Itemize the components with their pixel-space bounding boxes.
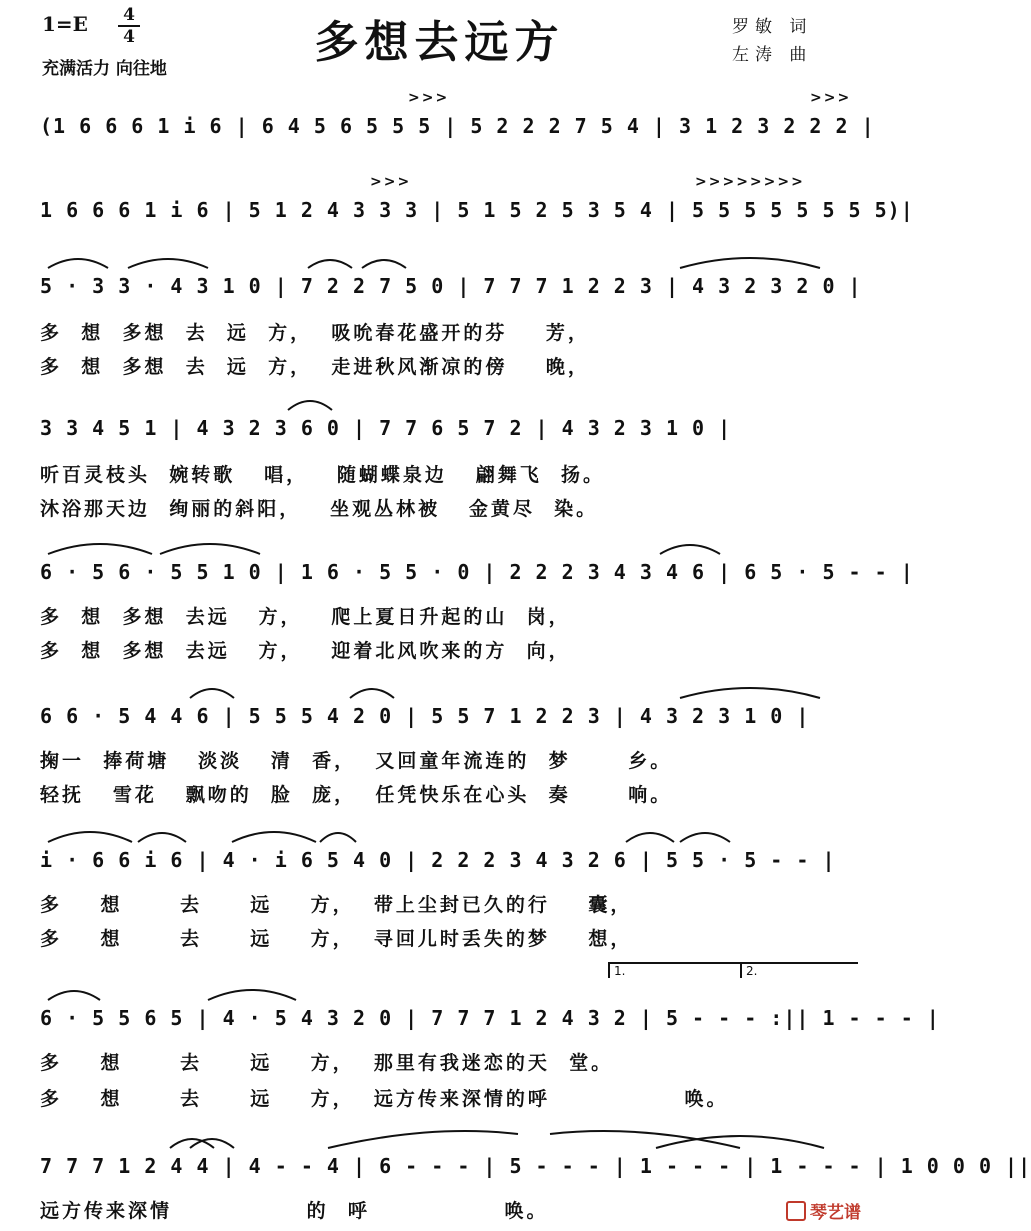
lyric-line-2: 多 想 多想 去远 方， 迎着北风吹来的方 向， (40, 640, 571, 662)
time-top: 4 (123, 5, 135, 25)
notes-line: 7 7 7 1 2 4 4 | 4 - - 4 | 6 - - - | 5 - - - | 1 - - - | 1 - - - | 1 0 0 0 || (40, 1154, 1031, 1178)
lyricist-credit: 罗敏 词 (732, 17, 813, 37)
notes-line: 5 · 3 3 · 4 3 1 0 | 7 2 2 7 5 0 | 7 7 7 1 2 2 3 | 4 3 2 3 2 0 | (40, 274, 862, 298)
volta-second-ending: 2. (740, 962, 858, 978)
lyric-line-2: 沐浴那天边 绚丽的斜阳， 坐观丛林被 金黄尽 染。 (40, 498, 599, 520)
accent-marks: >>> (370, 174, 412, 190)
notes-line: 6 · 5 6 · 5 5 1 0 | 1 6 · 5 5 · 0 | 2 2 2 3 4 3 4 6 | 6 5 · 5 - - | (40, 560, 914, 584)
lyric-line-1: 多 想 去 远 方， 带上尘封已久的行 囊， (40, 894, 633, 916)
page-title: 多想去远方 (314, 17, 565, 68)
accent-marks: >>>>>>>> (695, 174, 805, 190)
lyric-line-1: 多 想 去 远 方， 那里有我迷恋的天 堂。 (40, 1052, 614, 1074)
slur-marks (40, 984, 852, 1004)
lyric-line-1: 远方传来深情 的 呼 唤。 (40, 1200, 549, 1222)
lyric-line-1: 多 想 多想 去 远 方， 吸吮春花盛开的芬 芳， (40, 322, 590, 344)
notes-line: 6 · 5 5 6 5 | 4 · 5 4 3 2 0 | 7 7 7 1 2 4 3 2 | 5 - - - :|| 1 - - - | (40, 1006, 940, 1030)
time-bottom: 4 (123, 27, 135, 47)
score-row (40, 700, 852, 736)
volta-first-ending: 1. (608, 962, 740, 978)
accent-marks: >>> (408, 90, 450, 106)
slur-marks (40, 682, 852, 702)
lyric-line-2: 多 想 去 远 方， 寻回儿时丢失的梦 想， (40, 928, 633, 950)
notes-line: 1 6 6 6 1 i 6 | 5 1 2 4 3 3 3 | 5 1 5 2 5 3 5 4 | 5 5 5 5 5 5 5 5)| (40, 198, 914, 222)
tempo-mood: 充满活力 向往地 (42, 59, 167, 79)
lyric-line-1: 听百灵枝头 婉转歌 唱， 随蝴蝶泉边 翩舞飞 扬。 (40, 464, 605, 486)
score-row (40, 412, 852, 448)
accent-marks: >>> (810, 90, 852, 106)
key-signature: 1=E (42, 12, 88, 36)
score-row (40, 270, 862, 306)
lyric-line-2: 多 想 去 远 方， 远方传来深情的呼 唤。 (40, 1088, 729, 1110)
slur-marks (40, 1128, 852, 1152)
slur-marks (40, 538, 852, 558)
score-row (40, 174, 914, 230)
score-row (40, 1150, 1031, 1186)
notes-line: i · 6 6 i 6 | 4 · i 6 5 4 0 | 2 2 2 3 4 3 2 6 | 5 5 · 5 - - | (40, 848, 836, 872)
slur-marks (40, 252, 852, 272)
logo-icon (786, 1201, 806, 1221)
composer-credit: 左涛 曲 (732, 45, 813, 65)
notes-line: 3 3 4 5 1 | 4 3 2 3 6 0 | 7 7 6 5 7 2 | 4 3 2 3 1 0 | (40, 416, 732, 440)
lyric-line-2: 轻抚 雪花 飘吻的 脸 庞， 任凭快乐在心头 奏 响。 (40, 784, 673, 806)
logo-text: 琴艺谱 (810, 1203, 861, 1223)
slur-marks (40, 826, 852, 846)
lyric-line-1: 掬一 捧荷塘 淡淡 清 香， 又回童年流连的 梦 乡。 (40, 750, 673, 772)
watermark-logo (786, 1198, 861, 1223)
score-row (40, 556, 914, 592)
notes-line: (1 6 6 6 1 i 6 | 6 4 5 6 5 5 5 | 5 2 2 2 7 5 4 | 3 1 2 3 2 2 2 | (40, 114, 875, 138)
slur-marks (40, 394, 852, 414)
notes-line: 6 6 · 5 4 4 6 | 5 5 5 4 2 0 | 5 5 7 1 2 2 3 | 4 3 2 3 1 0 | (40, 704, 810, 728)
score-row (40, 844, 852, 880)
lyric-line-2: 多 想 多想 去 远 方， 走进秋风渐凉的傍 晚， (40, 356, 590, 378)
score-row (40, 90, 875, 146)
lyric-line-1: 多 想 多想 去远 方， 爬上夏日升起的山 岗， (40, 606, 571, 628)
score-row (40, 1002, 940, 1038)
